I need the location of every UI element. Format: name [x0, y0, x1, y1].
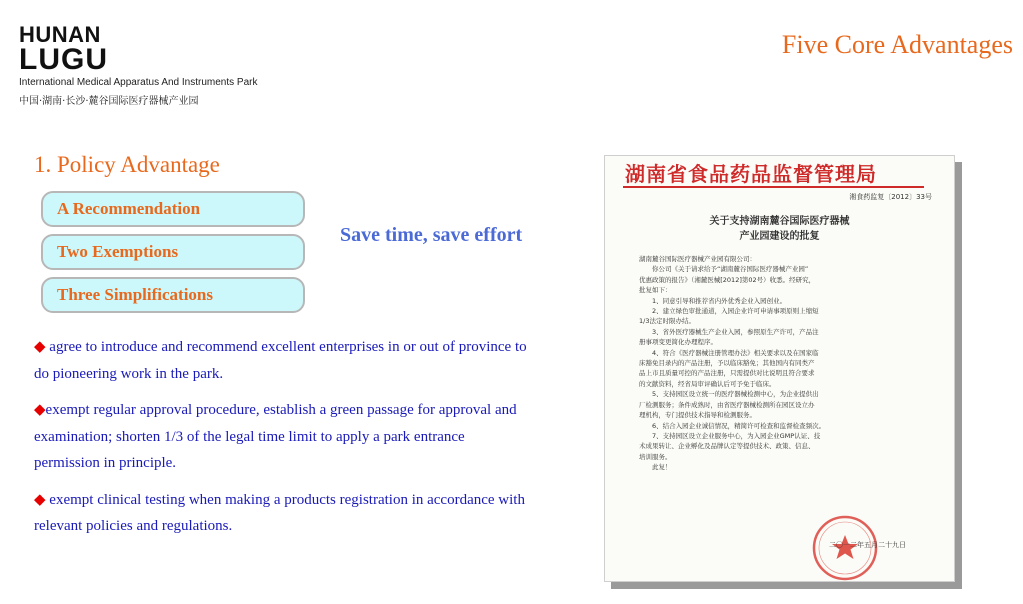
document-date: 二〇一二年五月二十九日 — [829, 541, 906, 549]
document-body-line: 5、支持园区设立统一的医疗器械检测中心，为企业提供出 — [639, 390, 819, 399]
section-title: 1. Policy Advantage — [34, 152, 220, 177]
document-subtitle: 关于支持湖南麓谷国际医疗器械 — [709, 216, 850, 227]
bullet-item — [34, 397, 534, 477]
diamond-bullet-icon: ◆ — [34, 339, 46, 355]
logo-line-lugu: LUGU — [19, 43, 108, 76]
document-body-line: 2、建立绿色审批通道，入园企业许可申请事项原则上缩短 — [639, 307, 819, 316]
pill-exemptions: Two Exemptions — [41, 234, 305, 270]
document-body-line: 理机构，专门提供技术指导和检测服务。 — [639, 411, 756, 420]
park-logo — [19, 24, 257, 107]
bullet-item — [34, 487, 534, 540]
document-header: 湖南省食品药品监督管理局 — [625, 162, 877, 186]
pill-simplifications: Three Simplifications — [41, 277, 305, 313]
document-body-line: 4、符合《医疗器械注册管理办法》相关要求以及在国家临 — [639, 348, 819, 357]
document-body-line: 的文献资料，经省局审评确认后可予免于临床。 — [639, 379, 776, 388]
bullet-list — [34, 334, 534, 550]
diamond-bullet-icon: ◆ — [34, 402, 46, 418]
document-body-line: 厂检测服务；条件成熟时，由省医疗器械检测所在园区设立办 — [639, 400, 815, 409]
document-body-line: 培训服务。 — [639, 452, 672, 461]
document-body-line: 7、支持园区设立企业服务中心，为入园企业GMP认证、技 — [639, 431, 821, 440]
document-body-line: 品上市且质量可控的产品注册，只需提供对比说明且符合要求 — [639, 369, 815, 378]
document-body-line: 你公司《关于请求给予“湖南麓谷国际医疗器械产业园” — [639, 265, 809, 274]
logo-english-name: International Medical Apparatus And Instruments Park — [19, 77, 258, 88]
document-body-line: 1、同意引导和推荐省内外优秀企业入园创业。 — [639, 296, 787, 305]
document-body-line: 优惠政策的报告》（湘麓医械[2012]第02号）收悉。经研究， — [639, 275, 816, 284]
document-body — [639, 254, 932, 473]
document-body-line: 6、结合入园企业诚信情况，精简许可检查和监督检查频次。 — [639, 421, 826, 430]
document-body-line: 床豁免目录内的产品注册，予以临床豁免；其他国内有同类产 — [639, 359, 815, 368]
pill-recommendation: A Recommendation — [41, 191, 305, 227]
document-body-line: 1/3法定时限办结。 — [639, 317, 695, 326]
bullet-item — [34, 334, 534, 387]
diamond-bullet-icon: ◆ — [34, 491, 46, 508]
bullet-text: exempt clinical testing when making a products registration in accordance with relevant policies and regulations. — [34, 491, 525, 534]
page-title: Five Core Advantages — [781, 30, 1013, 59]
document-header-rule — [623, 186, 924, 188]
document-body-line: 3、省外医疗器械生产企业入园，参照原生产许可，产品注 — [639, 327, 819, 336]
document-body-line: 湖南麓谷国际医疗器械产业园有限公司： — [639, 255, 756, 263]
logo-chinese-name: 中国·湖南·长沙·麓谷国际医疗器械产业园 — [19, 96, 199, 107]
bullet-text: exempt regular approval procedure, establish a green passage for approval and examination; shorten 1/3 of the legal time limit to apply a park entrance permission in principle. — [34, 402, 517, 471]
document-body-line: 册事项变更简化办理程序。 — [639, 338, 717, 347]
logo-line-hunan: HUNAN — [19, 22, 101, 47]
document-body-line: 批复如下： — [639, 286, 672, 295]
document-subtitle: 产业园建设的批复 — [739, 231, 820, 242]
slogan: Save time, save effort — [340, 224, 523, 246]
bullet-text: agree to introduce and recommend excellent enterprises in or out of province to do pioneering work in the park. — [34, 339, 527, 382]
approval-document-image — [604, 155, 955, 582]
document-body-line: 术成果转让、企业孵化及品牌认定等提供技术、政策、信息、 — [639, 442, 815, 451]
document-body-line: 此复！ — [639, 463, 672, 472]
document-number: 湘食药监复〔2012〕33号 — [849, 193, 932, 201]
